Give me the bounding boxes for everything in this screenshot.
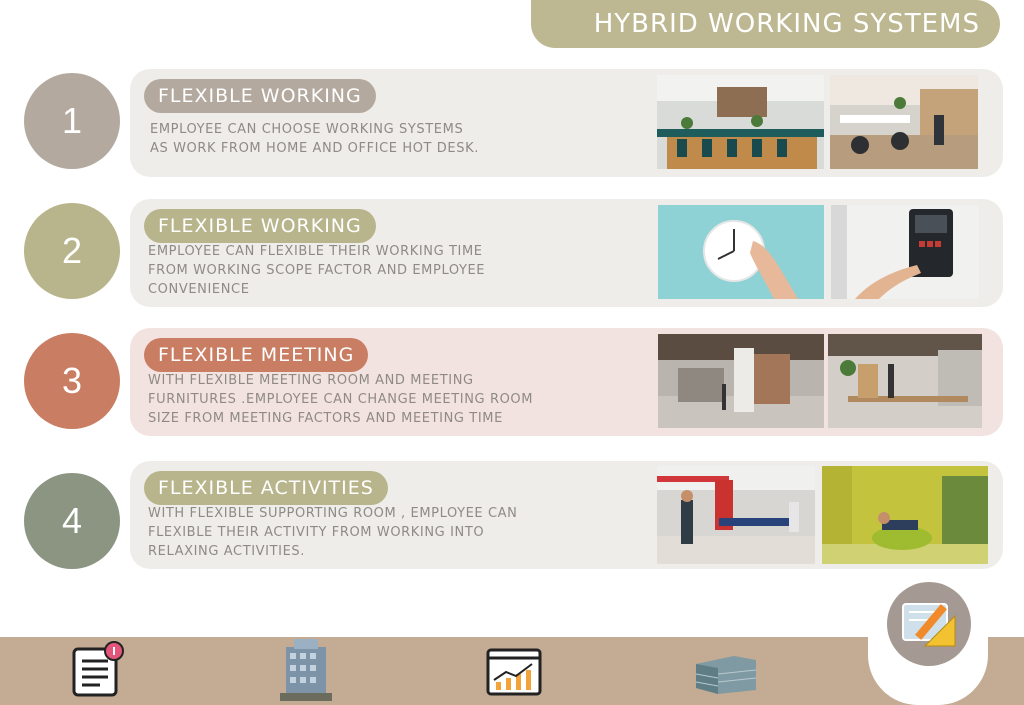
step-number-text: 4	[61, 500, 83, 541]
meeting-furniture-photo	[828, 334, 982, 428]
row-heading: FLEXIBLE MEETING	[144, 338, 368, 372]
description-line: AS WORK FROM HOME AND OFFICE HOT DESK.	[150, 141, 479, 156]
description-line: EMPLOYEE CAN CHOOSE WORKING SYSTEMS	[150, 122, 464, 137]
description-line: FLEXIBLE THEIR ACTIVITY FROM WORKING INTO	[148, 525, 485, 540]
step-number-4	[24, 473, 120, 569]
step-number-text: 1	[61, 100, 83, 141]
row-flexible-meeting	[130, 328, 1003, 436]
fingerprint-scanner-photo	[831, 205, 979, 299]
relaxing-room-photo	[822, 466, 988, 564]
row-heading: FLEXIBLE ACTIVITIES	[144, 471, 388, 505]
document-info-icon[interactable]	[70, 641, 126, 697]
step-number-1	[24, 73, 120, 169]
office-desk-photo	[830, 75, 978, 169]
description-line: RELAXING ACTIVITIES.	[148, 544, 305, 559]
design-tools-icon	[887, 582, 971, 666]
clock-photo	[658, 205, 824, 299]
description-line: SIZE FROM MEETING FACTORS AND MEETING TIME	[148, 411, 503, 426]
description-line: EMPLOYEE CAN FLEXIBLE THEIR WORKING TIME	[148, 244, 483, 259]
design-tab-button[interactable]	[887, 582, 971, 666]
chart-board-icon[interactable]	[486, 648, 542, 696]
step-number-text: 2	[61, 230, 83, 271]
row-heading: FLEXIBLE WORKING	[144, 79, 376, 113]
row-heading: FLEXIBLE WORKING	[144, 209, 376, 243]
office-building-icon[interactable]	[694, 650, 758, 694]
page-title: HYBRID WORKING SYSTEMS	[593, 9, 980, 39]
row-description	[148, 242, 485, 299]
row-flexible-activities	[130, 461, 1003, 569]
description-line: FURNITURES .EMPLOYEE CAN CHANGE MEETING ROOM	[148, 392, 534, 407]
description-line: CONVENIENCE	[148, 282, 250, 297]
page-title-banner	[531, 0, 1000, 48]
design-tab-label: DESIGN	[901, 682, 955, 698]
row-description	[148, 371, 533, 428]
office-photo	[657, 75, 824, 169]
description-line: WITH FLEXIBLE MEETING ROOM AND MEETING	[148, 373, 474, 388]
row-description	[148, 504, 517, 561]
description-line: WITH FLEXIBLE SUPPORTING ROOM , EMPLOYEE CAN	[148, 506, 518, 521]
description-line: FROM WORKING SCOPE FACTOR AND EMPLOYEE	[148, 263, 486, 278]
row-flexible-working-2	[130, 199, 1003, 307]
meeting-room-photo	[658, 334, 824, 428]
ping-pong-photo	[657, 466, 815, 564]
row-description	[150, 120, 479, 158]
row-flexible-working-1	[130, 69, 1003, 177]
step-number-2	[24, 203, 120, 299]
step-number-3	[24, 333, 120, 429]
step-number-text: 3	[61, 360, 83, 401]
building-icon[interactable]	[280, 637, 332, 701]
